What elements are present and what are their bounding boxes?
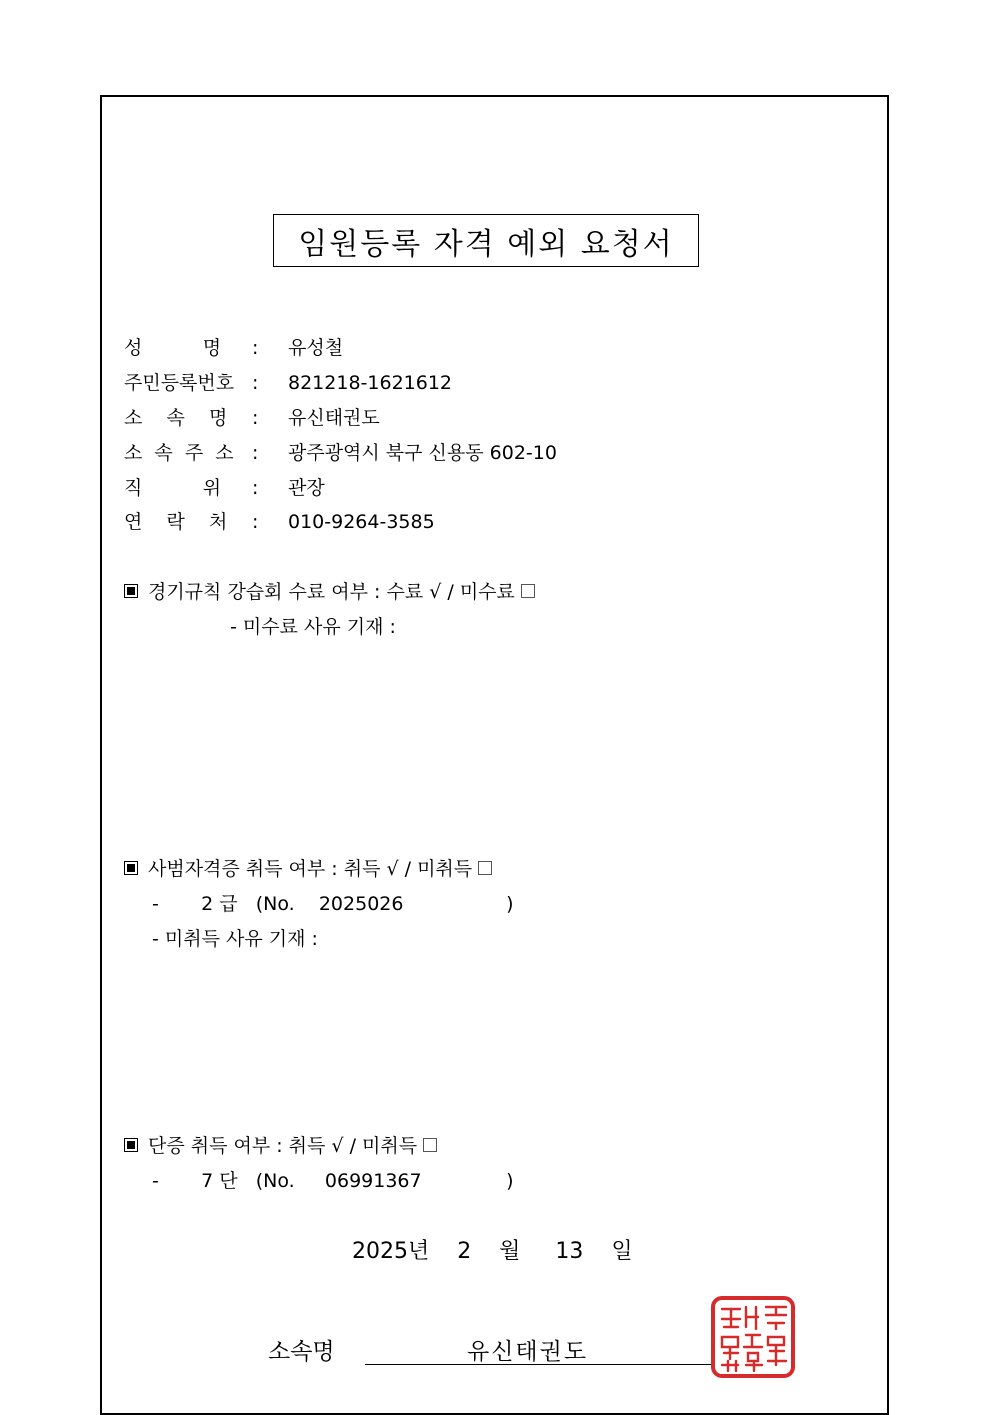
unchecked-box-icon [478, 861, 492, 875]
section-bullet-icon [124, 861, 138, 875]
signature-value: 유신태권도 [467, 1339, 589, 1365]
address-value: 광주광역시 북구 신용동 602-10 [288, 442, 557, 464]
contact-value: 010-9264-3585 [288, 511, 435, 533]
document-frame [100, 95, 889, 1415]
name-colon: : [252, 337, 259, 359]
document-title: 임원등록 자격 예외 요청서 [273, 214, 699, 267]
address-label: 소 속 주 소 [124, 442, 234, 464]
official-seal-stamp-icon [710, 1295, 796, 1379]
affiliation-value: 유신태권도 [288, 407, 380, 429]
rules-seminar-reason-label: - 미수료 사유 기재 : [230, 616, 396, 638]
position-label: 직 위 [124, 477, 222, 499]
address-colon: : [252, 442, 259, 464]
contact-colon: : [252, 511, 259, 533]
section-bullet-icon [124, 584, 138, 598]
instructor-cert-grade-line: - 2 급 (No. 2025026 ) [152, 893, 514, 915]
unchecked-box-icon [521, 584, 535, 598]
instructor-cert-heading: 사범자격증 취득 여부 : 취득 √ / 미취득 [124, 857, 492, 881]
document-date: 2025년 2 월 13 일 [352, 1239, 633, 1264]
resident-number-value: 821218-1621612 [288, 372, 453, 394]
position-colon: : [252, 477, 259, 499]
resident-number-colon: : [252, 372, 259, 394]
unchecked-box-icon [423, 1138, 437, 1152]
section-bullet-icon [124, 1138, 138, 1152]
dan-cert-heading: 단증 취득 여부 : 취득 √ / 미취득 [124, 1134, 437, 1158]
name-label: 성 명 [124, 337, 222, 359]
instructor-cert-reason-label: - 미취득 사유 기재 : [152, 928, 318, 950]
rules-seminar-heading: 경기규칙 강습회 수료 여부 : 수료 √ / 미수료 [124, 580, 535, 604]
affiliation-colon: : [252, 407, 259, 429]
position-value: 관장 [288, 477, 325, 499]
resident-number-label: 주민등록번호 [124, 372, 235, 394]
dan-cert-grade-line: - 7 단 (No. 06991367 ) [152, 1170, 514, 1192]
signature-label: 소속명 [268, 1339, 335, 1365]
affiliation-label: 소 속 명 [124, 407, 228, 429]
contact-label: 연 락 처 [124, 511, 228, 533]
name-value: 유성철 [288, 337, 344, 359]
